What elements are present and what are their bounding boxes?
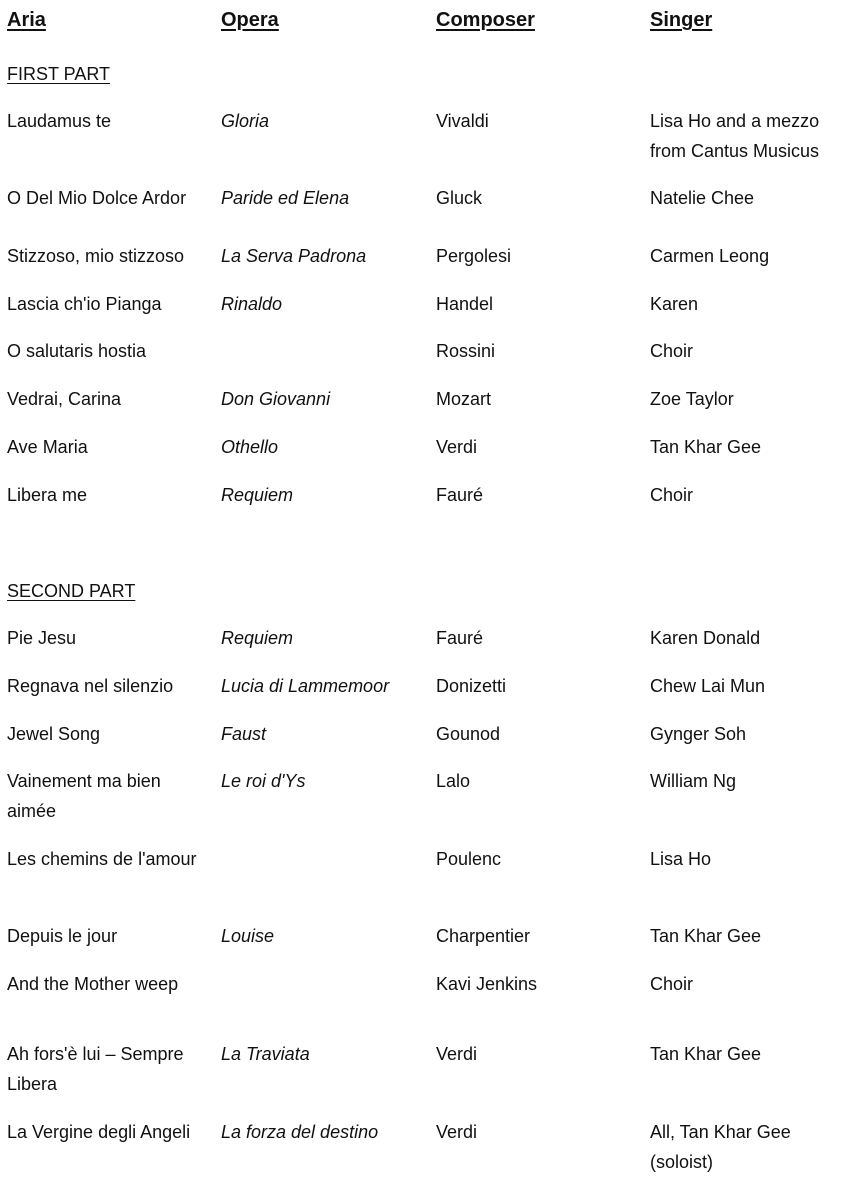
- singer-cell: Choir: [650, 485, 694, 505]
- singer-cell: Lisa Ho and a mezzo from Cantus Musicus: [650, 111, 820, 161]
- section-title-second-part: SECOND PART: [7, 581, 136, 601]
- aria-cell: Stizzoso, mio stizzoso: [7, 246, 185, 266]
- singer-cell: Karen: [650, 294, 699, 314]
- opera-cell: Gloria: [221, 111, 270, 131]
- composer-cell: Poulenc: [436, 849, 502, 869]
- singer-cell: Lisa Ho: [650, 849, 712, 869]
- composer-cell: Pergolesi: [436, 246, 512, 266]
- singer-cell: Tan Khar Gee: [650, 1044, 762, 1064]
- opera-cell: La Traviata: [221, 1044, 310, 1064]
- header-opera: Opera: [221, 9, 279, 31]
- aria-cell: Ave Maria: [7, 437, 88, 457]
- opera-cell: Louise: [221, 926, 275, 946]
- singer-cell: Gynger Soh: [650, 724, 747, 744]
- aria-cell: Jewel Song: [7, 724, 101, 744]
- composer-cell: Donizetti: [436, 676, 507, 696]
- section-title-first-part: FIRST PART: [7, 64, 111, 84]
- opera-cell: La forza del destino: [221, 1122, 379, 1142]
- opera-cell: Don Giovanni: [221, 389, 331, 409]
- singer-cell: William Ng: [650, 771, 737, 791]
- header-aria: Aria: [7, 9, 46, 31]
- composer-cell: Kavi Jenkins: [436, 974, 538, 994]
- aria-cell: Laudamus te: [7, 111, 112, 131]
- aria-cell: La Vergine degli Angeli: [7, 1122, 191, 1142]
- singer-cell: All, Tan Khar Gee (soloist): [650, 1122, 791, 1172]
- singer-cell: Chew Lai Mun: [650, 676, 766, 696]
- aria-cell: Les chemins de l'amour: [7, 849, 197, 869]
- opera-cell: Le roi d'Ys: [221, 771, 306, 791]
- aria-cell: Depuis le jour: [7, 926, 118, 946]
- header-composer: Composer: [436, 9, 535, 31]
- aria-cell: Lascia ch'io Pianga: [7, 294, 162, 314]
- opera-cell: Paride ed Elena: [221, 188, 350, 208]
- composer-cell: Mozart: [436, 389, 492, 409]
- opera-cell: Requiem: [221, 485, 294, 505]
- opera-cell: Rinaldo: [221, 294, 283, 314]
- singer-cell: Natelie Chee: [650, 188, 755, 208]
- table-header: [0, 6, 850, 36]
- composer-cell: Fauré: [436, 485, 484, 505]
- aria-cell: Ah fors'è lui – Sempre Libera: [7, 1044, 184, 1094]
- aria-cell: O Del Mio Dolce Ardor: [7, 188, 187, 208]
- composer-cell: Fauré: [436, 628, 484, 648]
- singer-cell: Zoe Taylor: [650, 389, 734, 409]
- singer-cell: Tan Khar Gee: [650, 437, 762, 457]
- aria-cell: Vedrai, Carina: [7, 389, 122, 409]
- aria-cell: Libera me: [7, 485, 88, 505]
- opera-cell: Othello: [221, 437, 279, 457]
- singer-cell: Carmen Leong: [650, 246, 770, 266]
- composer-cell: Verdi: [436, 1122, 478, 1142]
- singer-cell: Tan Khar Gee: [650, 926, 762, 946]
- aria-cell: And the Mother weep: [7, 974, 179, 994]
- aria-cell: Regnava nel silenzio: [7, 676, 174, 696]
- singer-cell: Karen Donald: [650, 628, 761, 648]
- aria-cell: Vainement ma bien aimée: [7, 771, 161, 821]
- composer-cell: Verdi: [436, 1044, 478, 1064]
- aria-cell: O salutaris hostia: [7, 341, 147, 361]
- opera-cell: Lucia di Lammemoor: [221, 676, 390, 696]
- header-singer: Singer: [650, 9, 713, 31]
- composer-cell: Rossini: [436, 341, 496, 361]
- composer-cell: Handel: [436, 294, 494, 314]
- composer-cell: Verdi: [436, 437, 478, 457]
- opera-cell: La Serva Padrona: [221, 246, 367, 266]
- composer-cell: Gounod: [436, 724, 501, 744]
- composer-cell: Vivaldi: [436, 111, 489, 131]
- opera-cell: Faust: [221, 724, 267, 744]
- composer-cell: Gluck: [436, 188, 483, 208]
- opera-cell: Requiem: [221, 628, 294, 648]
- composer-cell: Lalo: [436, 771, 471, 791]
- singer-cell: Choir: [650, 974, 694, 994]
- singer-cell: Choir: [650, 341, 694, 361]
- aria-cell: Pie Jesu: [7, 628, 77, 648]
- composer-cell: Charpentier: [436, 926, 531, 946]
